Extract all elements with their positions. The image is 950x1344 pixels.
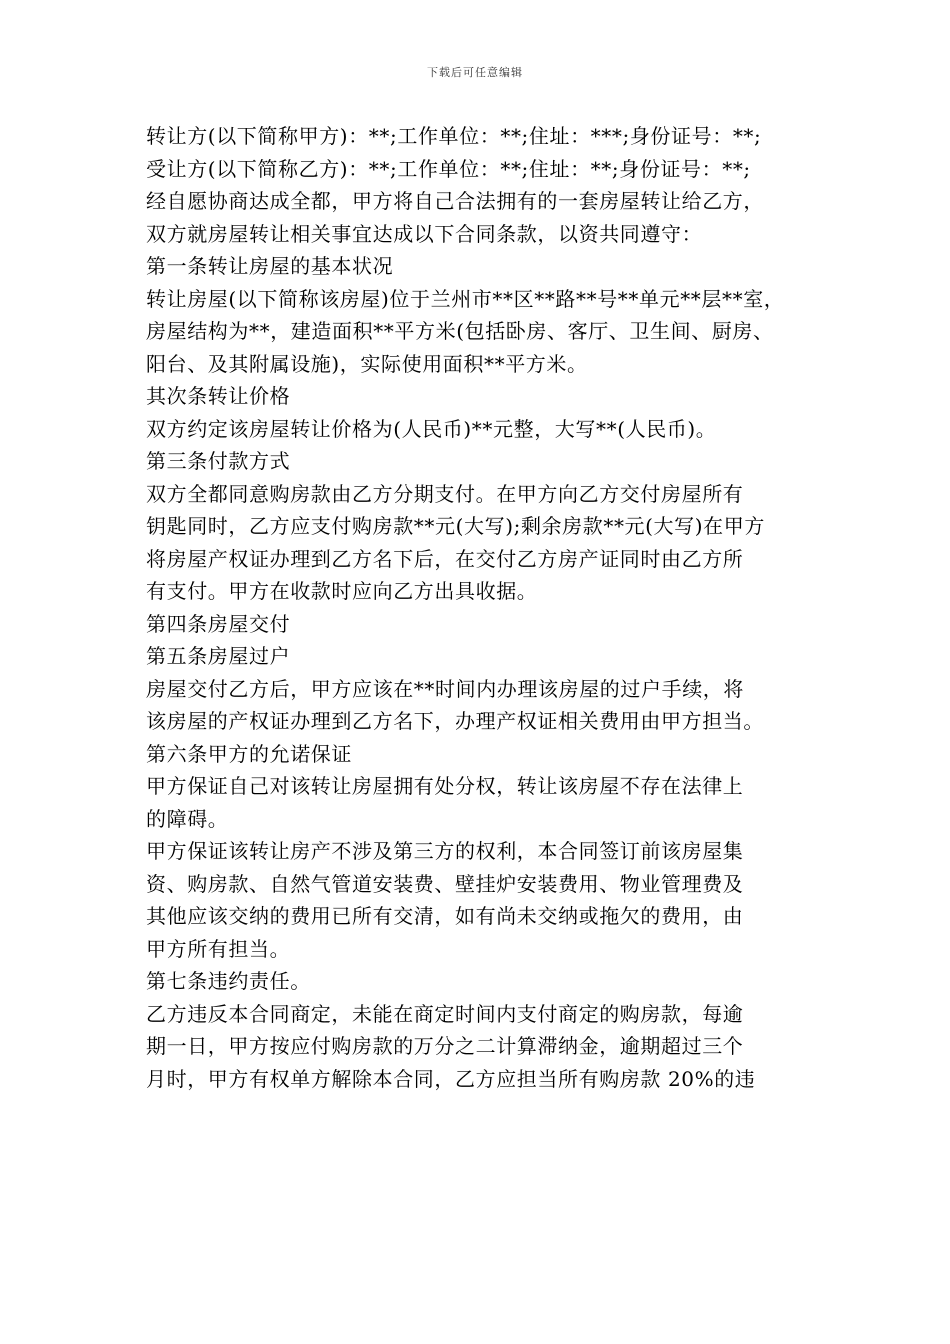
text-line: 双方约定该房屋转让价格为(人民币)**元整，大写**(人民币)。 xyxy=(146,416,717,441)
text-line: 的障碍。 xyxy=(146,806,229,831)
page-header: 下载后可任意编辑 xyxy=(427,66,523,79)
section-heading: 第六条甲方的允诺保证 xyxy=(146,741,352,766)
text-line: 转让方(以下简称甲方)：**;工作单位：**;住址：***;身份证号：**; xyxy=(146,124,762,148)
contract-body xyxy=(146,120,836,1095)
text-line: 资、购房款、自然气管道安装费、壁挂炉安装费用、物业管理费及 xyxy=(146,871,744,896)
text-line: 该房屋的产权证办理到乙方名下，办理产权证相关费用由甲方担当。 xyxy=(146,709,764,733)
text-line: 月时，甲方有权单方解除本合同，乙方应担当所有购房款 20%的违 xyxy=(146,1066,756,1091)
text-line: 房屋结构为**，建造面积**平方米(包括卧房、客厅、卫生间、厨房、 xyxy=(146,319,774,343)
text-line: 甲方保证自己对该转让房屋拥有处分权，转让该房屋不存在法律上 xyxy=(146,774,744,798)
text-line: 双方全都同意购房款由乙方分期支付。在甲方向乙方交付房屋所有 xyxy=(146,481,744,506)
section-heading: 第四条房屋交付 xyxy=(146,611,291,636)
text-line: 有支付。甲方在收款时应向乙方出具收据。 xyxy=(146,579,538,603)
text-line: 阳台、及其附属设施)，实际使用面积**平方米。 xyxy=(146,351,588,376)
text-line: 甲方保证该转让房产不涉及第三方的权利，本合同签订前该房屋集 xyxy=(146,839,744,863)
text-line: 双方就房屋转让相关事宜达成以下合同条款，以资共同遵守： xyxy=(146,221,703,246)
text-line: 转让房屋(以下简称该房屋)位于兰州市**区**路**号**单元**层**室， xyxy=(146,286,785,311)
text-line: 乙方违反本合同商定，未能在商定时间内支付商定的购房款，每逾 xyxy=(146,1001,744,1026)
section-heading: 其次条转让价格 xyxy=(146,384,291,408)
text-line: 将房屋产权证办理到乙方名下后，在交付乙方房产证同时由乙方所 xyxy=(146,546,744,571)
section-heading: 第一条转让房屋的基本状况 xyxy=(146,254,394,278)
section-heading: 第七条违约责任。 xyxy=(146,969,311,993)
text-line: 钥匙同时，乙方应支付购房款**元(大写);剩余房款**元(大写)在甲方 xyxy=(146,514,765,538)
text-line: 甲方所有担当。 xyxy=(146,936,291,961)
text-line: 房屋交付乙方后，甲方应该在**时间内办理该房屋的过户手续，将 xyxy=(146,676,744,701)
section-heading: 第五条房屋过户 xyxy=(146,644,291,668)
text-line: 期一日，甲方按应付购房款的万分之二计算滞纳金，逾期超过三个 xyxy=(146,1034,744,1058)
text-line: 经自愿协商达成全都，甲方将自己合法拥有的一套房屋转让给乙方， xyxy=(146,189,764,213)
text-line: 受让方(以下简称乙方)：**;工作单位：**;住址：**;身份证号：**; xyxy=(146,156,751,181)
section-heading: 第三条付款方式 xyxy=(146,449,291,473)
text-line: 其他应该交纳的费用已所有交清，如有尚未交纳或拖欠的费用，由 xyxy=(146,904,744,928)
